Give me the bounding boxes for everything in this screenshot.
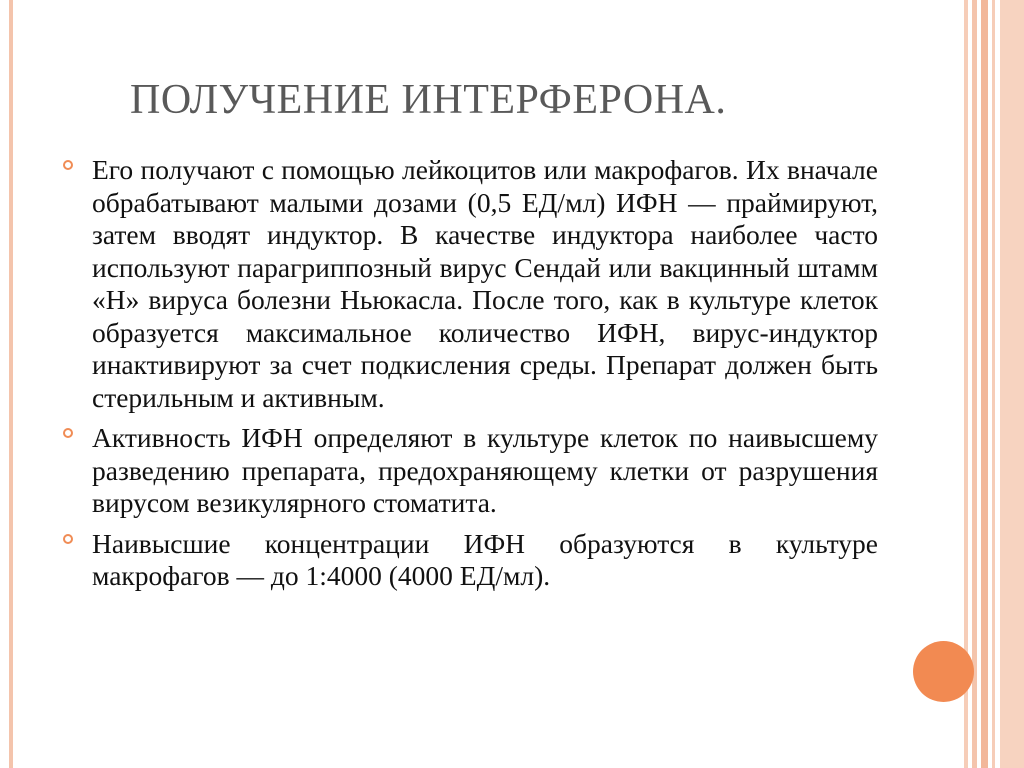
bullet-item — [92, 422, 878, 520]
decorative-circle — [913, 641, 974, 702]
bullet-text: Его получают с помощью лейкоцитов или макрофагов. Их вначале обрабатывают малыми дозами (0,5 ЕД/мл) ИФН — праймируют, затем вводят индуктор. В качестве индуктора наиболее часто используют парагриппозный вирус Сендай или вакцинный штамм «Н» вируса болезни Ньюкасла. После того, как в культуре клеток образуется максимальное количество ИФН, вирус-индуктор инактивируют за счет подкисления среды. Препарат должен быть стерильным и активным. — [92, 154, 878, 413]
right-frame-stripes — [964, 0, 1024, 768]
slide-title: ПОЛУЧЕНИЕ ИНТЕРФЕРОНА. — [130, 77, 727, 123]
bullet-item — [92, 528, 878, 593]
bullet-ring-icon — [63, 534, 73, 544]
bullet-ring-icon — [63, 428, 73, 438]
bullet-list — [92, 154, 878, 601]
bullet-ring-icon — [63, 160, 73, 170]
bullet-text: Активность ИФН определяют в культуре клеток по наивысшему разведению препарата, предохраняющему клетки от разрушения вирусом везикулярного стоматита. — [92, 422, 878, 518]
bullet-text: Наивысшие концентрации ИФН образуются в культуре макрофагов — до 1:4000 (4000 ЕД/мл). — [92, 527, 878, 591]
bullet-item — [92, 154, 878, 414]
left-frame-stripe — [9, 0, 13, 768]
